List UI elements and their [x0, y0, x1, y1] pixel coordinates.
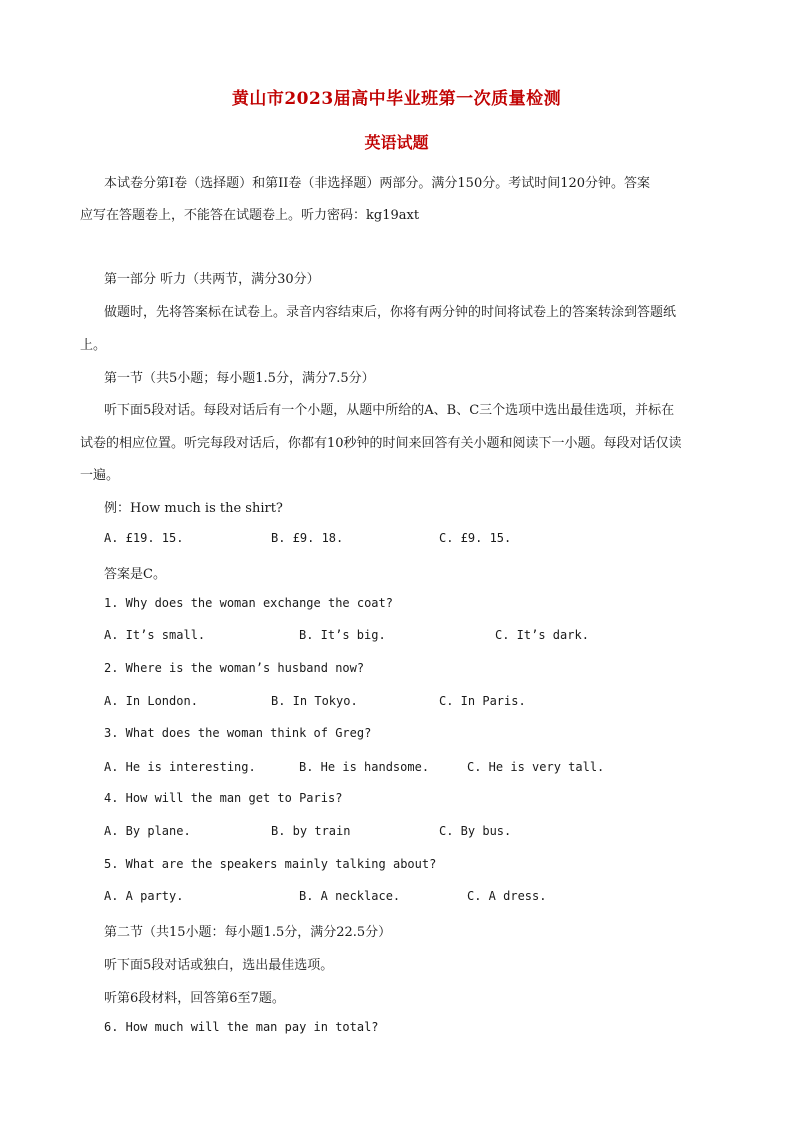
section1-instruction-line-3: 一遍。	[80, 468, 120, 483]
question-3-option-c: C. He is very tall.	[467, 760, 605, 774]
intro-line-1: 本试卷分第Ⅰ卷（选择题）和第II卷（非选择题）两部分。满分150分。考试时间120分钟。答案	[104, 176, 651, 191]
question-1-option-b: B. It’s big.	[299, 628, 386, 642]
question-2-option-b: B. In Tokyo.	[271, 694, 358, 708]
part1-heading: 第一部分 听力（共两节，满分30分）	[104, 272, 320, 287]
example-question: 例：How much is the shirt?	[104, 501, 283, 516]
section1-heading: 第一节（共5小题；每小题1.5分，满分7.5分）	[104, 371, 375, 386]
question-5: 5. What are the speakers mainly talking about?	[104, 857, 437, 871]
question-2-option-a: A. In London.	[104, 694, 198, 708]
part1-instruction-line-1: 做题时，先将答案标在试卷上。录音内容结束后，你将有两分钟的时间将试卷上的答案转涂到答题纸	[104, 305, 677, 320]
section1-instruction-line-2: 试卷的相应位置。听完每段对话后，你都有10秒钟的时间来回答有关小题和阅读下一小题。每段对话仅读	[80, 436, 682, 451]
example-answer: 答案是C。	[104, 567, 166, 582]
question-5-option-c: C. A dress.	[467, 889, 547, 903]
question-2: 2. Where is the woman’s husband now?	[104, 661, 365, 675]
exam-title: 黄山市2023届高中毕业班第一次质量检测	[231, 89, 562, 109]
section2-instruction: 听下面5段对话或独白，选出最佳选项。	[104, 958, 334, 973]
question-5-option-a: A. A party.	[104, 889, 184, 903]
question-6: 6. How much will the man pay in total?	[104, 1020, 379, 1034]
question-4-option-a: A. By plane.	[104, 824, 191, 838]
question-1: 1. Why does the woman exchange the coat?	[104, 596, 393, 610]
question-4-option-c: C. By bus.	[439, 824, 512, 838]
section2-material-note: 听第6段材料，回答第6至7题。	[104, 991, 285, 1006]
part1-instruction-line-2: 上。	[80, 338, 107, 353]
exam-subtitle: 英语试题	[364, 133, 429, 152]
question-3-option-a: A. He is interesting.	[104, 760, 256, 774]
question-2-option-c: C. In Paris.	[439, 694, 526, 708]
intro-line-2: 应写在答题卷上，不能答在试题卷上。听力密码：kg19axt	[80, 208, 420, 223]
example-option-b: B. £9. 18.	[271, 531, 344, 545]
section1-instruction-line-1: 听下面5段对话。每段对话后有一个小题，从题中所给的A、B、C三个选项中选出最佳选项，并标在	[104, 403, 675, 418]
section2-heading: 第二节（共15小题：每小题1.5分，满分22.5分）	[104, 925, 392, 940]
example-option-c: C. £9. 15.	[439, 531, 512, 545]
question-5-option-b: B. A necklace.	[299, 889, 401, 903]
question-3: 3. What does the woman think of Greg?	[104, 726, 372, 740]
question-4: 4. How will the man get to Paris?	[104, 791, 343, 805]
question-1-option-a: A. It’s small.	[104, 628, 206, 642]
question-3-option-b: B. He is handsome.	[299, 760, 430, 774]
question-4-option-b: B. by train	[271, 824, 351, 838]
example-option-a: A. £19. 15.	[104, 531, 184, 545]
question-1-option-c: C. It’s dark.	[495, 628, 589, 642]
